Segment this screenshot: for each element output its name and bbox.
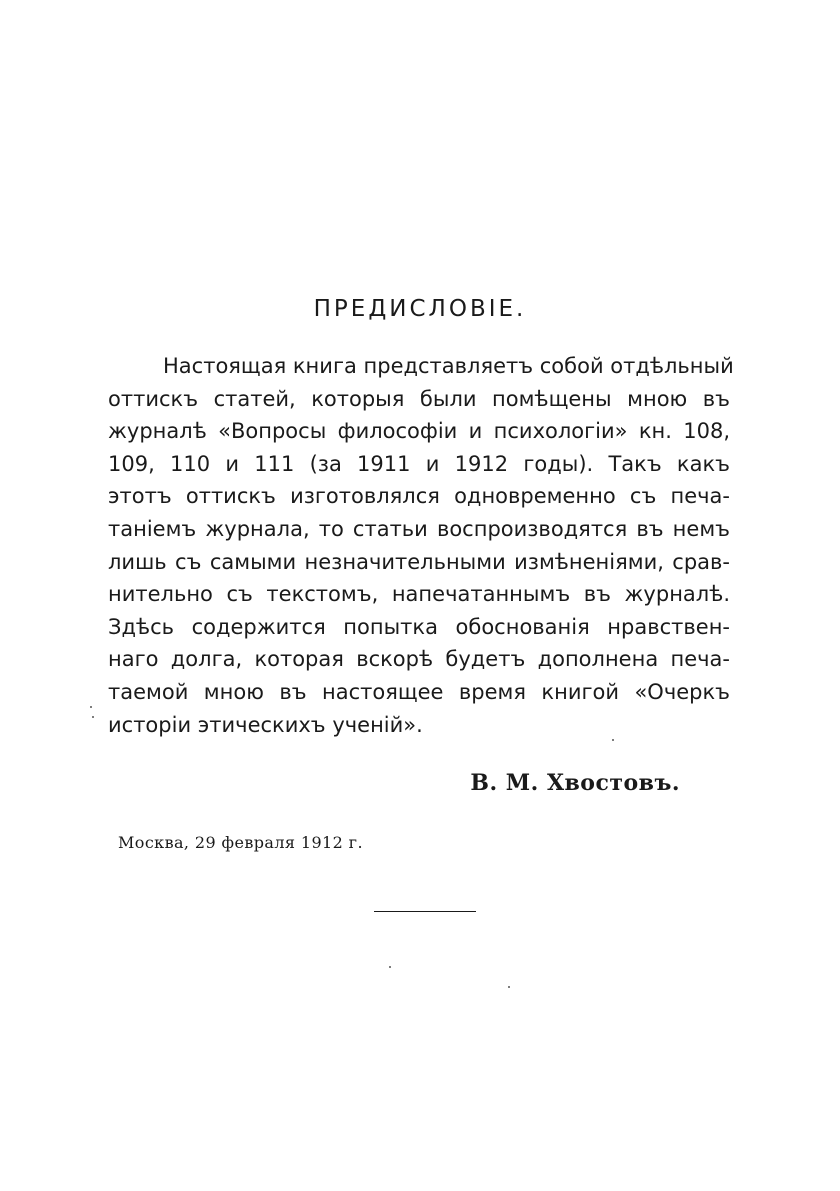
- preface-paragraph: [108, 350, 734, 741]
- paragraph-line: таемой мною въ настоящее время книгой «Очеркъ: [108, 679, 730, 704]
- scan-speck: [508, 986, 510, 988]
- paragraph-line: этотъ оттискъ изготовлялся одновременно съ печа-: [108, 484, 730, 509]
- paragraph-line: исторіи этическихъ ученій».: [108, 712, 423, 737]
- paragraph-line: нительно съ текстомъ, напечатаннымъ въ журналѣ.: [108, 582, 730, 607]
- scan-speck: [90, 706, 92, 708]
- paragraph-line: оттискъ статей, которыя были помѣщены мною въ: [108, 386, 730, 411]
- scan-speck: [389, 966, 391, 968]
- author-signature: В. М. Хвостовъ.: [470, 770, 680, 796]
- scan-speck: [612, 739, 614, 741]
- paragraph-line: Здѣсь содержится попытка обоснованія нравствен-: [108, 614, 730, 639]
- paragraph-line: наго долга, которая вскорѣ будетъ дополнена печа-: [108, 647, 730, 672]
- paragraph-line: лишь съ самыми незначительными измѣненіями, срав-: [108, 549, 730, 574]
- divider-rule: [374, 911, 476, 912]
- place-date: Москва, 29 февраля 1912 г.: [118, 833, 363, 852]
- paragraph-line: 109, 110 и 111 (за 1911 и 1912 годы). Такъ какъ: [108, 451, 730, 476]
- paragraph-line: Настоящая книга представляетъ собой отдѣльный: [163, 354, 734, 378]
- paragraph-line: журналѣ «Вопросы философіи и психологіи» кн. 108,: [108, 419, 730, 444]
- scan-speck: [92, 716, 94, 718]
- page-title: ПРЕДИСЛОВІЕ.: [313, 296, 527, 322]
- paragraph-line: таніемъ журнала, то статьи воспроизводятся въ немъ: [108, 516, 730, 541]
